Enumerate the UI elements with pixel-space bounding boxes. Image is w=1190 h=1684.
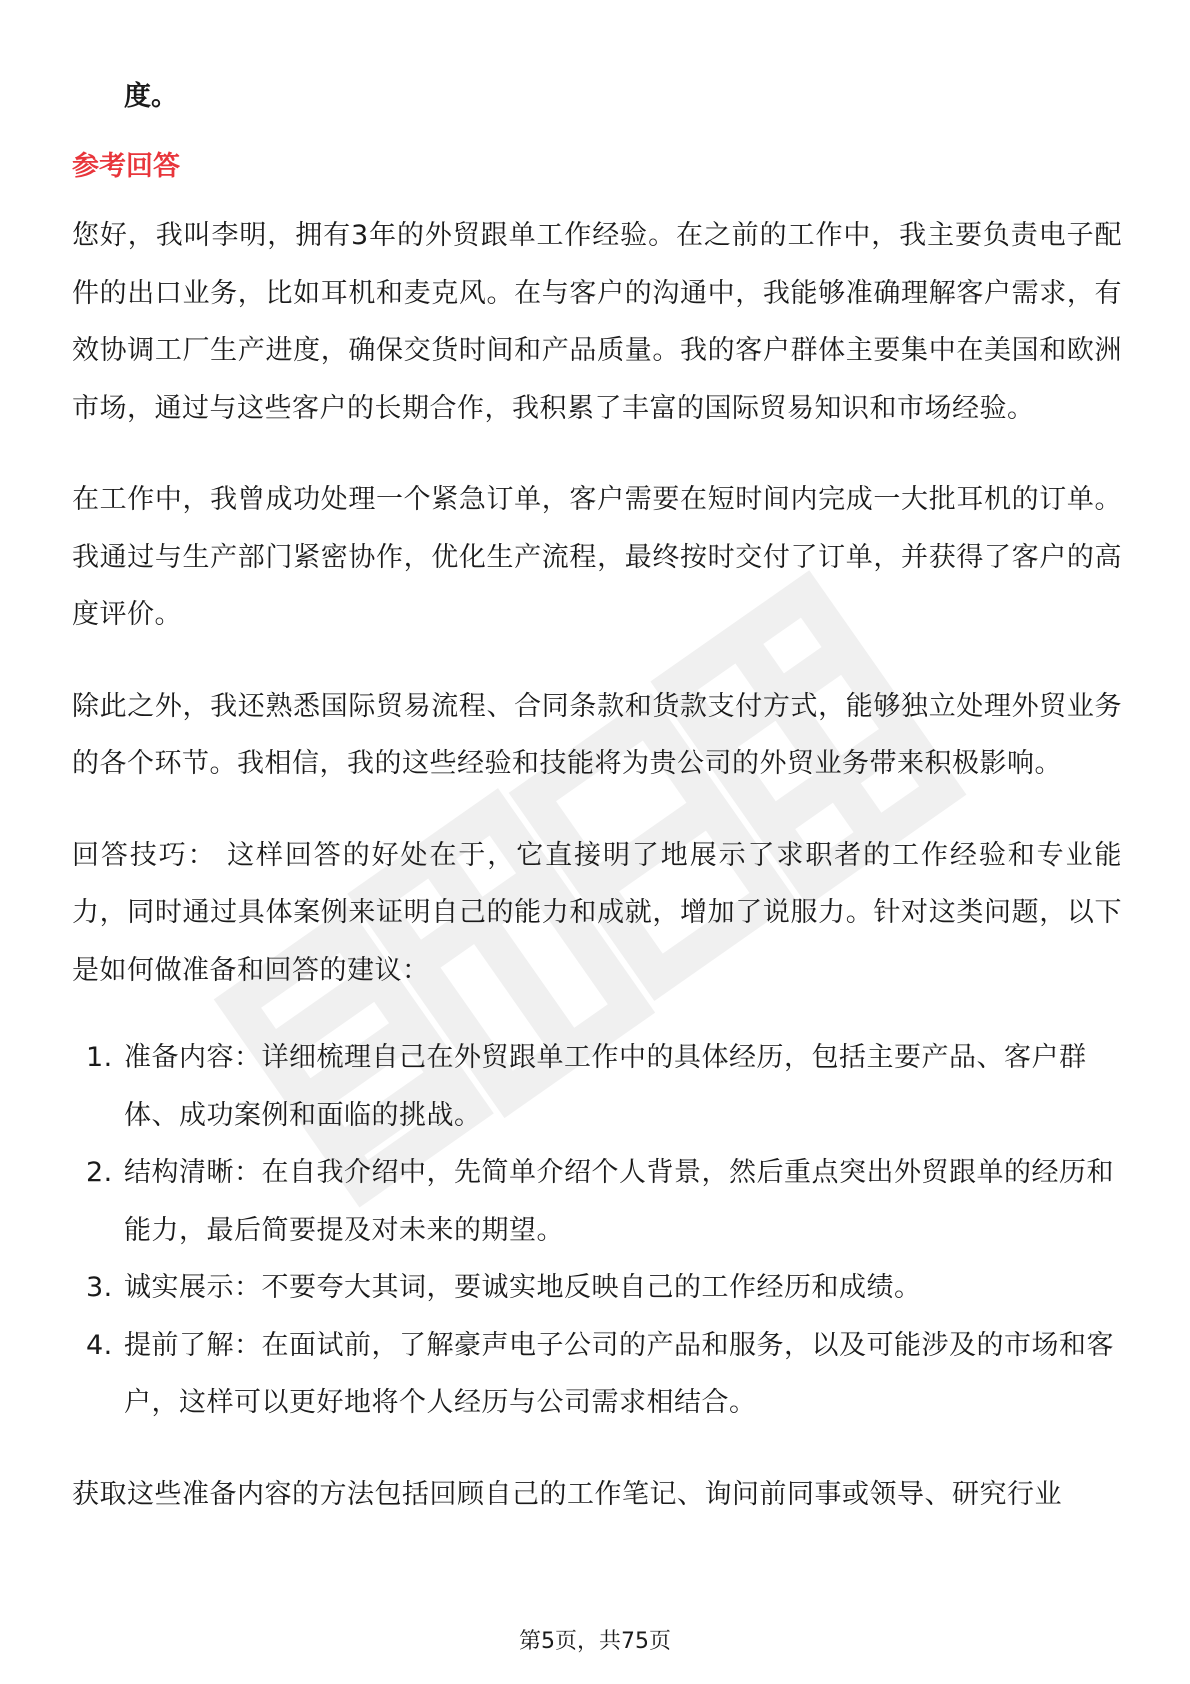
list-item-text: 提前了解：在面试前，了解豪声电子公司的产品和服务，以及可能涉及的市场和客户，这样可以更好地将个人经历与公司需求相结合。 bbox=[124, 1329, 1114, 1418]
list-item-number: 4. bbox=[86, 1329, 113, 1361]
list-item bbox=[72, 1317, 1122, 1432]
main-content bbox=[72, 68, 1122, 1557]
paragraph-case: 在工作中，我曾成功处理一个紧急订单，客户需要在短时间内完成一大批耳机的订单。我通过与生产部门紧密协作，优化生产流程，最终按时交付了订单，并获得了客户的高度评价。 bbox=[72, 484, 1122, 630]
list-item-number: 3. bbox=[86, 1272, 113, 1303]
continuation-text: 度。 bbox=[124, 81, 178, 112]
paragraph-tips: 回答技巧： 这样回答的好处在于，它直接明了地展示了求职者的工作经验和专业能力，同时通过具体案例来证明自己的能力和成就，增加了说服力。针对这类问题，以下是如何做准备和回答的建议： bbox=[72, 839, 1122, 986]
paragraph-closing: 获取这些准备内容的方法包括回顾自己的工作笔记、询问前同事或领导、研究行业 bbox=[72, 1478, 1062, 1510]
paragraph-skills: 除此之外，我还熟悉国际贸易流程、合同条款和货款支付方式，能够独立处理外贸业务的各个环节。我相信，我的这些经验和技能将为贵公司的外贸业务带来积极影响。 bbox=[72, 690, 1122, 779]
list-item-text: 诚实展示：不要夸大其词，要诚实地反映自己的工作经历和成绩。 bbox=[124, 1272, 922, 1303]
list-item bbox=[72, 1259, 1122, 1317]
paragraph-intro: 您好，我叫李明，拥有3年的外贸跟单工作经验。在之前的工作中，我主要负责电子配件的出口业务，比如耳机和麦克风。在与客户的沟通中，我能够准确理解客户需求，有效协调工厂生产进度，确保交货时间和产品质量。我的客户群体主要集中在美国和欧洲市场，通过与这些客户的长期合作，我积累了丰富的国际贸易知识和市场经验。 bbox=[72, 220, 1122, 424]
page-footer: 第5页，共75页 bbox=[519, 1629, 671, 1654]
list-item bbox=[72, 1144, 1122, 1259]
tips-list bbox=[72, 1029, 1122, 1432]
list-item-text: 准备内容：详细梳理自己在外贸跟单工作中的具体经历，包括主要产品、客户群体、成功案例和面临的挑战。 bbox=[124, 1042, 1087, 1131]
list-item bbox=[72, 1029, 1122, 1144]
list-item-number: 1. bbox=[86, 1042, 113, 1073]
list-item-number: 2. bbox=[86, 1157, 113, 1188]
list-item-text: 结构清晰：在自我介绍中，先简单介绍个人背景，然后重点突出外贸跟单的经历和能力，最后简要提及对未来的期望。 bbox=[124, 1157, 1114, 1246]
section-title-reference-answer: 参考回答 bbox=[72, 151, 180, 182]
